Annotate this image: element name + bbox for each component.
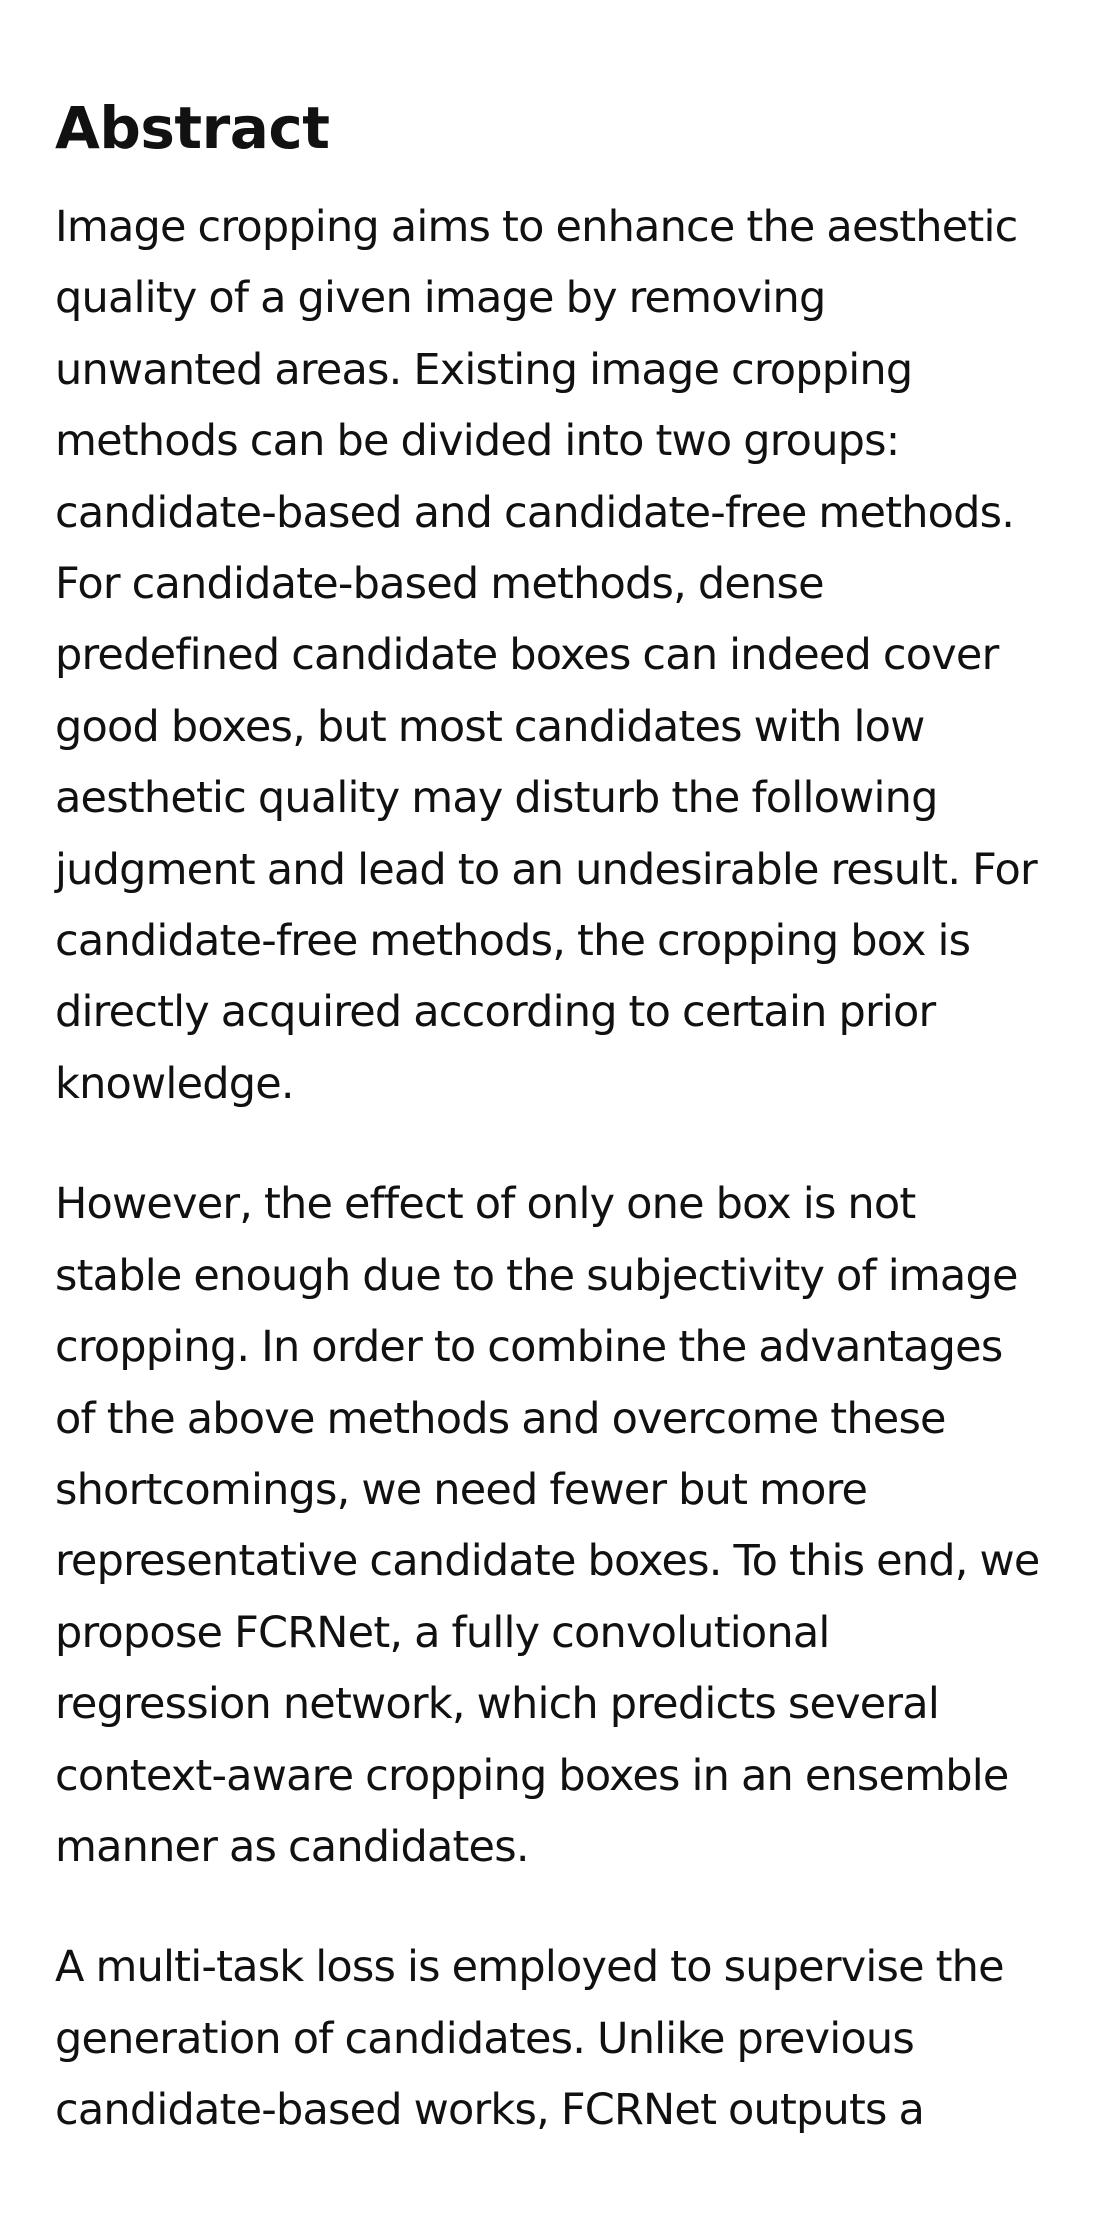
- text-line: unwanted areas. Existing image cropping: [55, 344, 913, 395]
- abstract-heading: Abstract: [55, 94, 330, 162]
- text-line: methods can be divided into two groups:: [55, 416, 900, 467]
- text-line: context-aware cropping boxes in an ensemble: [55, 1750, 1009, 1801]
- text-line: of the above methods and overcome these: [55, 1393, 946, 1444]
- text-line: representative candidate boxes. To this end, we: [55, 1536, 1040, 1587]
- text-line: A multi-task loss is employed to supervise the: [55, 1942, 1004, 1993]
- text-line: For candidate-based methods, dense: [55, 559, 824, 610]
- text-line: generation of candidates. Unlike previous: [55, 2013, 914, 2064]
- text-line: knowledge.: [55, 1058, 294, 1109]
- text-line: predefined candidate boxes can indeed cover: [55, 630, 999, 681]
- text-line: aesthetic quality may disturb the following: [55, 773, 938, 824]
- text-line: quality of a given image by removing: [55, 273, 826, 324]
- text-line: cropping. In order to combine the advantages: [55, 1322, 1003, 1373]
- abstract-paragraph-3: [55, 1932, 1087, 2146]
- text-line: directly acquired according to certain prior: [55, 987, 936, 1038]
- text-line: shortcomings, we need fewer but more: [55, 1464, 868, 1515]
- abstract-paragraph-2: [55, 1169, 1087, 1883]
- abstract-paragraph-1: [55, 192, 1087, 1120]
- text-line: manner as candidates.: [55, 1821, 529, 1872]
- text-line: judgment and lead to an undesirable result. For: [55, 844, 1037, 895]
- text-line: good boxes, but most candidates with low: [55, 701, 925, 752]
- text-line: Image cropping aims to enhance the aesthetic: [55, 202, 1018, 252]
- text-line: candidate-based and candidate-free methods.: [55, 487, 1015, 538]
- text-line: regression network, which predicts several: [55, 1679, 939, 1730]
- text-line: propose FCRNet, a fully convolutional: [55, 1607, 830, 1658]
- text-line: However, the effect of only one box is not: [55, 1179, 916, 1230]
- text-line: candidate-free methods, the cropping box is: [55, 916, 971, 967]
- text-line: stable enough due to the subjectivity of image: [55, 1250, 1018, 1301]
- text-line: candidate-based works, FCRNet outputs a: [55, 2085, 925, 2136]
